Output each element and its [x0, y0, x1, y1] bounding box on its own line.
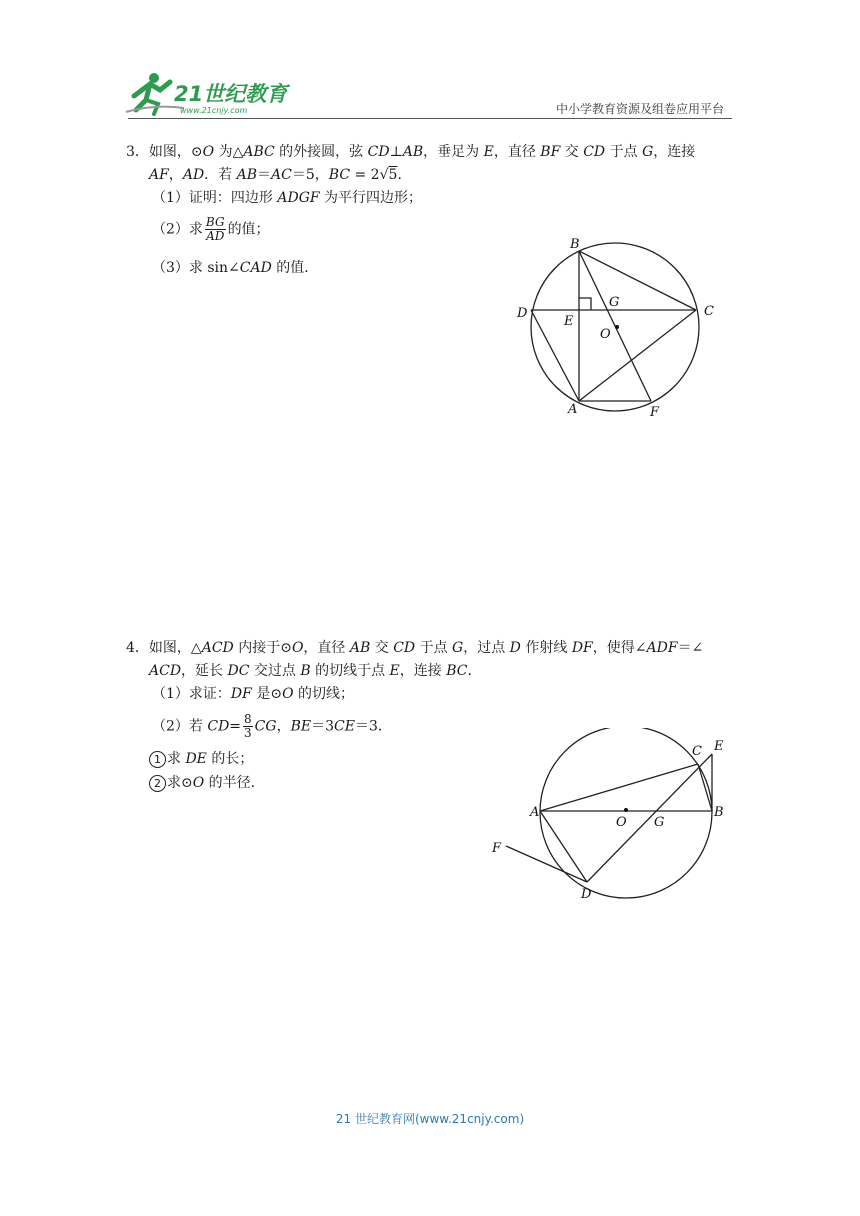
fraction-numerator: BG: [205, 215, 225, 229]
segment-cb: [698, 764, 712, 811]
q3-var: AC: [271, 167, 292, 183]
fraction-denominator: 3: [244, 726, 252, 740]
segment-ac: [579, 310, 696, 401]
q4-var: D: [509, 640, 521, 656]
q4-var: O: [192, 775, 205, 791]
q3-number: 3．: [126, 144, 149, 160]
q3-text: （3）求 sin∠: [152, 260, 240, 276]
q4-fraction: [243, 713, 253, 740]
q4-text: ，: [276, 718, 291, 735]
q4-var: DE: [185, 751, 207, 767]
segment-ac: [540, 764, 698, 811]
q3-part1: [152, 186, 422, 210]
q4-text: （2）若: [152, 718, 208, 735]
q4-text: ＝3．: [354, 718, 392, 735]
q3-figure: [512, 232, 730, 422]
q3-text: ⊥: [389, 144, 403, 160]
q4-var: DF: [571, 640, 593, 656]
q4-text: 是⊙: [251, 686, 283, 702]
diameter-bf: [579, 251, 651, 401]
q3-text: ，连接: [653, 144, 696, 160]
q4-var: ACD: [201, 640, 234, 656]
q4-var: DF: [230, 686, 252, 702]
q3-var: BF: [540, 144, 561, 160]
q4-part1: [152, 682, 354, 706]
q4-text: ．: [467, 663, 482, 679]
q3-text: （1）证明：四边形: [152, 190, 278, 206]
q3-text: ＝: [257, 167, 272, 183]
q3-var: CAD: [239, 260, 272, 276]
q3-text: ．: [397, 167, 412, 183]
q3-figure-lines: [531, 251, 696, 401]
q3-text: 如图，⊙: [148, 144, 203, 160]
fraction-numerator: 8: [244, 712, 252, 726]
q3-text: （2）求: [152, 221, 203, 238]
label-g: G: [654, 815, 665, 830]
q4-var: AB: [349, 640, 371, 656]
footer-link[interactable]: 21 世纪教育网(www.21cnjy.com): [335, 1112, 525, 1126]
q3-text: ＝5，: [291, 167, 329, 183]
q4-text: 的切线于点: [310, 663, 390, 679]
circled-number-2: 2: [149, 775, 166, 792]
right-angle-mark: [579, 298, 591, 310]
q4-text: 交: [370, 640, 394, 656]
q3-part3: [152, 256, 318, 280]
q3-var: CD: [367, 144, 390, 160]
label-e: E: [714, 739, 724, 754]
segment-de: [587, 754, 712, 882]
q3-text: 为平行四边形；: [319, 190, 423, 206]
q4-text: ，直径: [303, 640, 350, 656]
q4-stem-line2: [149, 659, 482, 683]
q3-part2: [152, 216, 270, 243]
q4-text: ＝3: [311, 718, 335, 735]
q3-sqrt-value: 5: [388, 167, 398, 183]
q4-text: 如图，△: [148, 640, 202, 656]
q4-var: CD: [393, 640, 416, 656]
label-a: A: [568, 402, 578, 417]
q4-var: O: [291, 640, 304, 656]
q4-var: CD: [207, 718, 230, 735]
q4-var: G: [452, 640, 464, 656]
q3-text: ，: [168, 167, 183, 183]
q4-text: ＝∠: [677, 640, 704, 656]
header-tagline: 中小学教育资源及组卷应用平台: [555, 102, 724, 116]
q4-text: ，连接: [399, 663, 447, 679]
q4-var: B: [300, 663, 311, 679]
center-dot: [615, 325, 619, 329]
label-d: D: [581, 887, 592, 900]
q3-var: ADGF: [277, 190, 320, 206]
q4-text: ，使得∠: [592, 640, 647, 656]
label-c: C: [704, 304, 714, 319]
q3-var: ABC: [243, 144, 275, 160]
logo-text: 21世纪教育: [174, 82, 288, 106]
q3-text: 于点: [605, 144, 643, 160]
q4-var: O: [282, 686, 294, 702]
q4-text: ，延长: [181, 663, 228, 679]
label-c: C: [692, 744, 702, 759]
q4-var: BE: [290, 718, 312, 735]
center-dot: [624, 808, 628, 812]
segment-bc: [579, 251, 696, 310]
q4-text: 求⊙: [167, 775, 193, 791]
q3-text: 的外接圆，弦: [274, 144, 368, 160]
label-o: O: [616, 815, 627, 830]
q4-text: （1）求证：: [152, 686, 231, 702]
label-b: B: [570, 237, 580, 252]
q3-text: 的值．: [271, 260, 319, 276]
label-g: G: [609, 295, 620, 310]
q4-text: 交过点: [249, 663, 301, 679]
q4-var: CE: [334, 718, 355, 735]
q3-var: E: [483, 144, 494, 160]
q4-text: 于点: [415, 640, 453, 656]
q4-var: ACD: [149, 663, 182, 679]
q3-text: ，垂足为: [423, 144, 484, 160]
q3-var: BC: [328, 167, 351, 183]
header-divider: [128, 118, 732, 119]
q4-figure: [488, 728, 728, 900]
q4-var: ADF: [646, 640, 678, 656]
q3-var: AB: [402, 144, 424, 160]
label-o: O: [600, 327, 611, 342]
q4-number: 4．: [126, 640, 149, 656]
q3-stem-line1: [126, 140, 695, 164]
q3-fraction: [205, 216, 226, 243]
q4-stem-line1: [126, 636, 703, 660]
q4-sub2: [149, 771, 265, 795]
q4-var: DC: [227, 663, 250, 679]
q4-var: BC: [446, 663, 468, 679]
q3-text: 的值；: [227, 221, 270, 238]
q4-text: 的长；: [206, 751, 254, 767]
q3-var: O: [202, 144, 215, 160]
logo-url: www.21cnjy.com: [180, 106, 248, 115]
q3-stem-line2: AF，AD．若 AB＝AC＝5，BC = 2√5．: [149, 167, 412, 183]
q3-var: AD: [182, 167, 205, 183]
q3-var: AF: [149, 167, 169, 183]
q4-text: 求: [167, 751, 186, 767]
q4-text: 的半径．: [204, 775, 265, 791]
q3-text: ，直径: [493, 144, 541, 160]
q3-var: AB: [236, 167, 258, 183]
label-e: E: [564, 314, 574, 329]
circled-number-1: 1: [149, 751, 166, 768]
q4-text: 作射线: [520, 640, 572, 656]
q4-text: 的切线；: [293, 686, 354, 702]
q3-text: 为△: [214, 144, 244, 160]
label-f: F: [650, 405, 660, 420]
q3-text: ．若: [204, 167, 237, 183]
site-logo: [124, 68, 294, 118]
q3-text: 交: [560, 144, 584, 160]
q3-var: G: [642, 144, 654, 160]
label-a: A: [530, 805, 540, 820]
q4-sub1: [149, 747, 253, 771]
label-d: D: [517, 306, 528, 321]
q4-var: CG: [254, 718, 277, 735]
q4-text: =: [229, 718, 242, 735]
q4-text: 内接于⊙: [233, 640, 292, 656]
label-b: B: [714, 805, 724, 820]
label-f: F: [492, 841, 502, 856]
q4-var: E: [389, 663, 400, 679]
q3-var: CD: [583, 144, 606, 160]
q3-text: = 2: [350, 167, 380, 183]
q4-part2: [152, 713, 392, 740]
q4-text: ，过点: [463, 640, 510, 656]
fraction-denominator: AD: [206, 229, 225, 243]
